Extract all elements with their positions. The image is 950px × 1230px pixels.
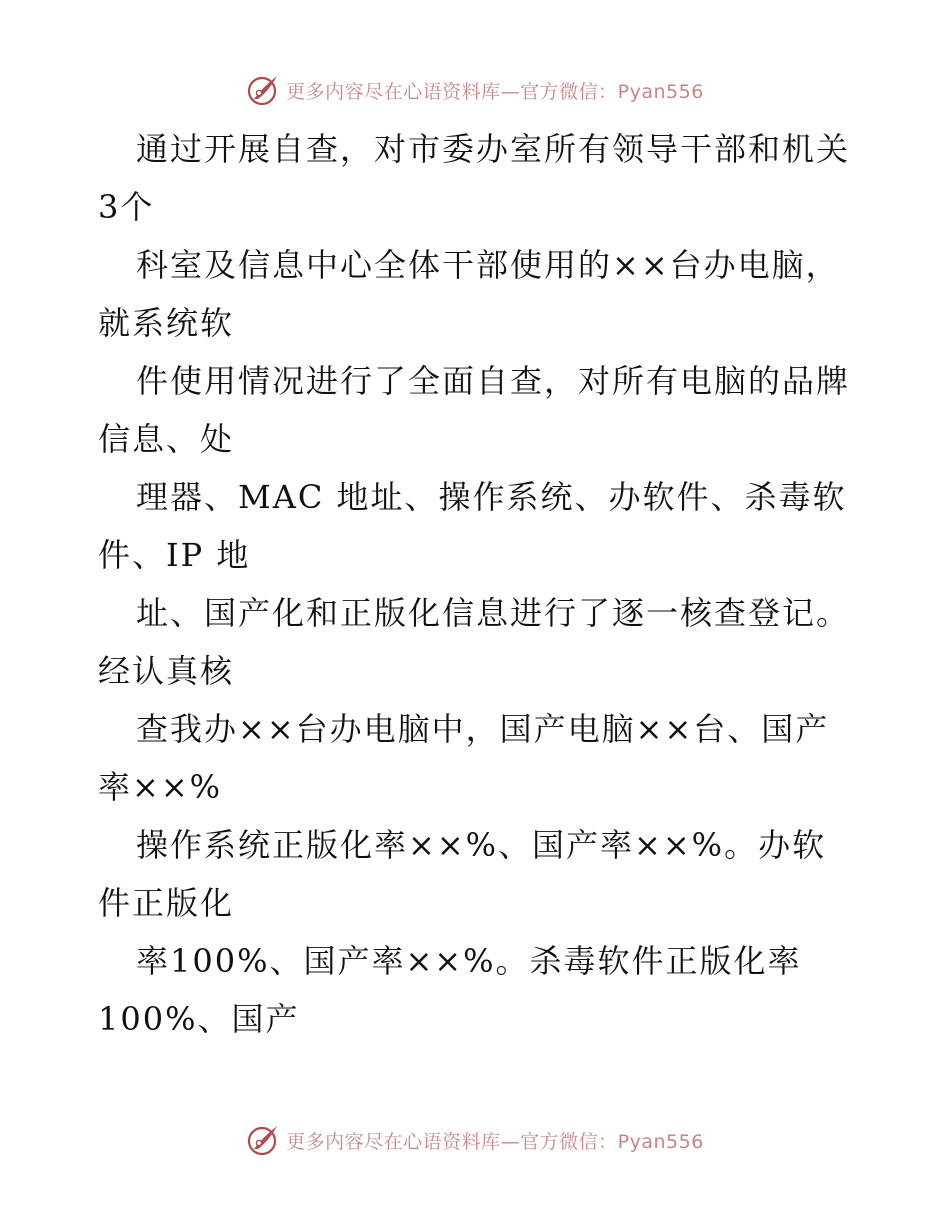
- body-line: 件使用情况进行了全面自查，对所有电脑的品牌: [136, 362, 851, 400]
- body-line: 信息、处: [98, 420, 235, 458]
- body-line: 率100%、国产率××%。杀毒软件正版化率: [136, 942, 802, 980]
- body-line: 查我办××台办电脑中，国产电脑××台、国产: [136, 710, 830, 748]
- page-footer-banner: [0, 1120, 950, 1160]
- body-line: 理器、MAC 地址、操作系统、办软件、杀毒软: [136, 478, 847, 516]
- body-line: 通过开展自查，对市委办室所有领导干部和机关: [136, 130, 851, 168]
- body-line: 经认真核: [98, 652, 235, 690]
- body-line: 100%、国产: [98, 1000, 300, 1038]
- quill-logo-icon: [246, 1123, 280, 1157]
- body-line: 操作系统正版化率××%、国产率××%。办软: [136, 826, 827, 864]
- body-line: 址、国产化和正版化信息进行了逐一核查登记。: [136, 594, 851, 632]
- footer-banner-text: 更多内容尽在心语资料库—官方微信：Pyan556: [286, 1130, 704, 1153]
- body-line: 率××%: [98, 768, 223, 806]
- page-header-banner: [0, 70, 950, 110]
- body-line: 就系统软: [98, 304, 235, 342]
- body-line: 3个: [98, 188, 155, 226]
- body-line: 科室及信息中心全体干部使用的××台办电脑，: [136, 246, 840, 284]
- document-body: [98, 120, 858, 1048]
- quill-logo-icon: [246, 73, 280, 107]
- body-line: 件正版化: [98, 884, 235, 922]
- header-banner-text: 更多内容尽在心语资料库—官方微信：Pyan556: [286, 80, 704, 103]
- body-line: 件、IP 地: [98, 536, 251, 574]
